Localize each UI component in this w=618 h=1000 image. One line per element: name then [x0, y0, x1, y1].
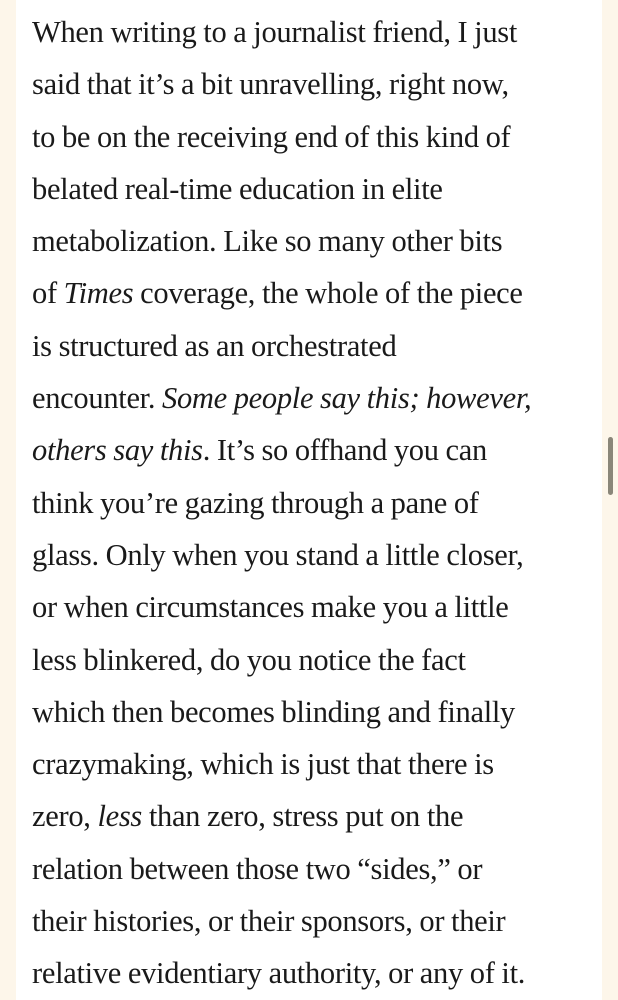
- text-segment: glass. Only when you stand a little closer,: [32, 537, 524, 572]
- text-line: [32, 634, 602, 686]
- text-line: [32, 163, 602, 215]
- text-segment: less blinkered, do you notice the fact: [32, 642, 466, 677]
- text-line: [32, 790, 602, 842]
- text-line: [32, 372, 602, 424]
- text-line: [32, 529, 602, 581]
- text-segment: their histories, or their sponsors, or their: [32, 904, 506, 939]
- text-segment: which then becomes blinding and finally: [32, 694, 516, 729]
- italic-text: Times: [63, 276, 134, 311]
- article-body: [32, 6, 602, 1000]
- italic-text: less: [97, 799, 142, 834]
- text-line: [32, 267, 602, 319]
- text-segment: or when circumstances make you a little: [32, 590, 509, 625]
- text-line: [32, 843, 602, 895]
- text-segment: than zero, stress put on the: [142, 799, 464, 834]
- text-line: [32, 581, 602, 633]
- text-line: [32, 895, 602, 947]
- italic-text: Some people say this; however,: [162, 381, 532, 416]
- article-page: [16, 0, 602, 1000]
- text-segment: coverage, the whole of the piece: [133, 276, 523, 311]
- text-segment: zero,: [32, 799, 98, 834]
- text-segment: belated real-time education in elite: [32, 171, 443, 206]
- text-segment: think you’re gazing through a pane of: [32, 485, 479, 520]
- text-line: [32, 320, 602, 372]
- text-line: [32, 477, 602, 529]
- text-segment: relative evidentiary authority, or any of it.: [32, 956, 526, 991]
- text-segment: . It’s so offhand you can: [202, 433, 487, 468]
- text-segment: is structured as an orchestrated: [32, 328, 397, 363]
- text-line: [32, 424, 602, 476]
- italic-text: others say this: [32, 433, 203, 468]
- text-line: [32, 215, 602, 267]
- text-line: [32, 6, 602, 58]
- text-segment: crazymaking, which is just that there is: [32, 747, 494, 782]
- text-line: [32, 58, 602, 110]
- text-line: [32, 686, 602, 738]
- text-segment: encounter.: [32, 381, 163, 416]
- text-segment: metabolization. Like so many other bits: [32, 224, 503, 259]
- text-segment: of: [32, 276, 64, 311]
- vertical-scrollbar[interactable]: [608, 437, 613, 495]
- text-line: [32, 738, 602, 790]
- text-segment: When writing to a journalist friend, I just: [32, 15, 518, 49]
- text-segment: said that it’s a bit unravelling, right now,: [32, 67, 509, 102]
- text-line: [32, 947, 602, 999]
- text-segment: relation between those two “sides,” or: [32, 851, 483, 886]
- text-segment: to be on the receiving end of this kind of: [32, 119, 511, 154]
- text-line: [32, 111, 602, 163]
